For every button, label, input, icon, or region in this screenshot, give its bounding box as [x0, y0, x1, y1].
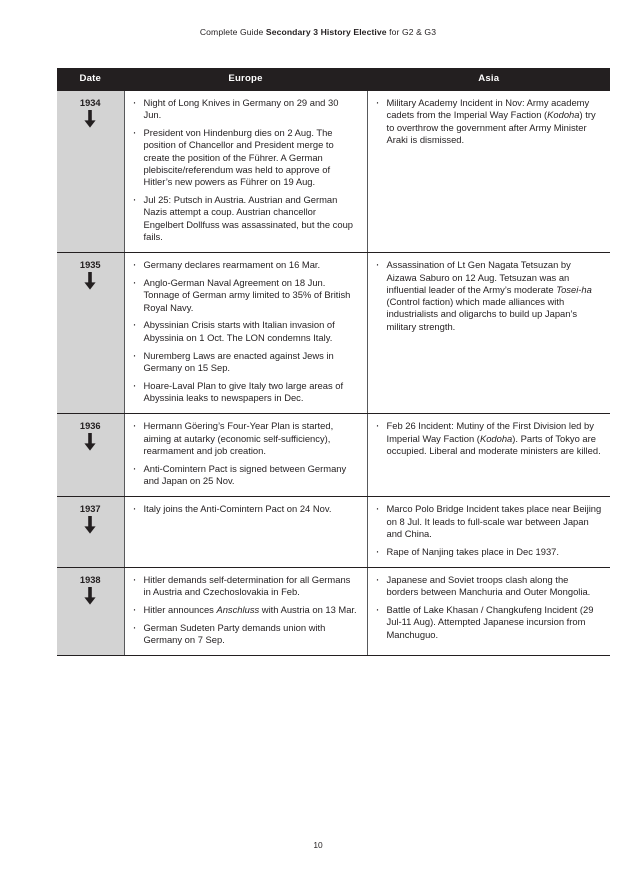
- column-header-asia: Asia: [367, 68, 610, 91]
- event-item: · Anglo-German Naval Agreement on 18 Jun. Tonnage of German army limited to 35% of British Royal Navy.: [131, 277, 359, 314]
- event-item: · Assassination of Lt Gen Nagata Tetsuzan by Aizawa Saburo on 12 Aug. Tetsuzan was an influential leader of the Army’s moderate Tosei-ha (Control faction) which made alliances with industrialists and oligarchs to build up Japan’s military strength.: [374, 259, 603, 333]
- table-row: [57, 497, 610, 568]
- event-item: · Hitler announces Anschluss with Austria on 13 Mar.: [131, 604, 359, 616]
- asia-cell: [367, 253, 610, 414]
- event-item: · Feb 26 Incident: Mutiny of the First Division led by Imperial Way Faction (Kodoha). Parts of Tokyo are occupied. Liberal and moderate ministers are killed.: [374, 420, 603, 457]
- column-header-europe: Europe: [124, 68, 367, 91]
- date-cell: [57, 567, 124, 655]
- europe-cell: [124, 91, 367, 253]
- year-label: 1938: [79, 574, 101, 585]
- asia-cell: [367, 91, 610, 253]
- year-label: 1934: [79, 98, 101, 108]
- event-list: [131, 574, 359, 646]
- column-header-date: Date: [57, 68, 124, 91]
- event-item: · Japanese and Soviet troops clash along the borders between Manchuria and Outer Mongolia.: [374, 574, 603, 599]
- event-item: · German Sudeten Party demands union with Germany on 7 Sep.: [131, 622, 359, 647]
- event-item: · Marco Polo Bridge Incident takes place near Beijing on 8 Jul. It leads to full-scale war between Japan and China.: [374, 503, 603, 540]
- event-list: [131, 97, 359, 243]
- date-cell: [57, 91, 124, 253]
- year-label: 1937: [79, 504, 101, 515]
- event-item: · Hermann Göering’s Four-Year Plan is started, aiming at autarky (economic self-sufficiency), rearmament and job creation.: [131, 420, 359, 457]
- event-item: · Anti-Comintern Pact is signed between Germany and Japan on 25 Nov.: [131, 463, 359, 488]
- date-cell: [57, 253, 124, 414]
- event-list: [131, 259, 359, 404]
- event-item: · Rape of Nanjing takes place in Dec 1937.: [374, 546, 603, 558]
- running-head-prefix: Complete Guide: [199, 27, 266, 37]
- asia-cell: [367, 414, 610, 497]
- year-label: 1935: [79, 260, 101, 271]
- table-header: [57, 68, 610, 91]
- event-item: · Jul 25: Putsch in Austria. Austrian and German Nazis attempt a coup. Austrian chancellor Engelbert Dollfuss was assassinated, but the coup fails.: [131, 194, 359, 243]
- event-item: · Abyssinian Crisis starts with Italian invasion of Abyssinia on 1 Oct. The LON condemns Italy.: [131, 319, 359, 344]
- event-list: [374, 503, 603, 558]
- table-row: [57, 567, 610, 655]
- table-row: [57, 91, 610, 253]
- event-item: · Italy joins the Anti-Comintern Pact on 24 Nov.: [131, 503, 359, 515]
- down-arrow-icon: [59, 110, 122, 128]
- event-item: · Nuremberg Laws are enacted against Jews in Germany on 15 Sep.: [131, 350, 359, 375]
- event-list: [131, 503, 359, 515]
- event-item: · Night of Long Knives in Germany on 29 and 30 Jun.: [131, 97, 359, 122]
- running-head: [0, 27, 636, 37]
- event-item: · President von Hindenburg dies on 2 Aug. The position of Chancellor and President merge to create the position of the Führer. A German plebiscite/referendum was held to approve of Hitler’s new powers as Führer on 19 Aug.: [131, 127, 359, 188]
- down-arrow-icon: [59, 587, 122, 605]
- event-list: [131, 420, 359, 487]
- europe-cell: [124, 497, 367, 568]
- date-cell: [57, 414, 124, 497]
- europe-cell: [124, 567, 367, 655]
- year-label: 1936: [79, 421, 101, 432]
- running-head-suffix: for G2 & G3: [386, 27, 437, 37]
- down-arrow-icon: [59, 433, 122, 451]
- event-item: · Military Academy Incident in Nov: Army academy cadets from the Imperial Way Faction (Kodoha) try to overthrow the government after Army Minister Araki is dismissed.: [374, 97, 603, 146]
- page-number: 10: [313, 840, 323, 850]
- asia-cell: [367, 497, 610, 568]
- event-item: · Battle of Lake Khasan / Changkufeng Incident (29 Jul-11 Aug). Attempted Japanese incursion from Manchuguo.: [374, 604, 603, 641]
- europe-cell: [124, 253, 367, 414]
- timeline-table: [57, 68, 610, 656]
- event-item: · Hoare-Laval Plan to give Italy two large areas of Abyssinia leaks to newspapers in Dec.: [131, 380, 359, 405]
- down-arrow-icon: [59, 272, 122, 290]
- running-head-emphasis: Secondary 3 History Elective: [265, 27, 387, 37]
- table-row: [57, 253, 610, 414]
- table-header-row: [57, 68, 610, 91]
- asia-cell: [367, 567, 610, 655]
- event-list: [374, 97, 603, 146]
- date-cell: [57, 497, 124, 568]
- event-list: [374, 574, 603, 641]
- event-list: [374, 259, 603, 333]
- table-row: [57, 414, 610, 497]
- europe-cell: [124, 414, 367, 497]
- event-list: [374, 420, 603, 457]
- down-arrow-icon: [59, 516, 122, 534]
- table-body: [57, 91, 610, 656]
- event-item: · Hitler demands self-determination for all Germans in Austria and Czechoslovakia in Feb.: [131, 574, 359, 599]
- event-item: · Germany declares rearmament on 16 Mar.: [131, 259, 359, 271]
